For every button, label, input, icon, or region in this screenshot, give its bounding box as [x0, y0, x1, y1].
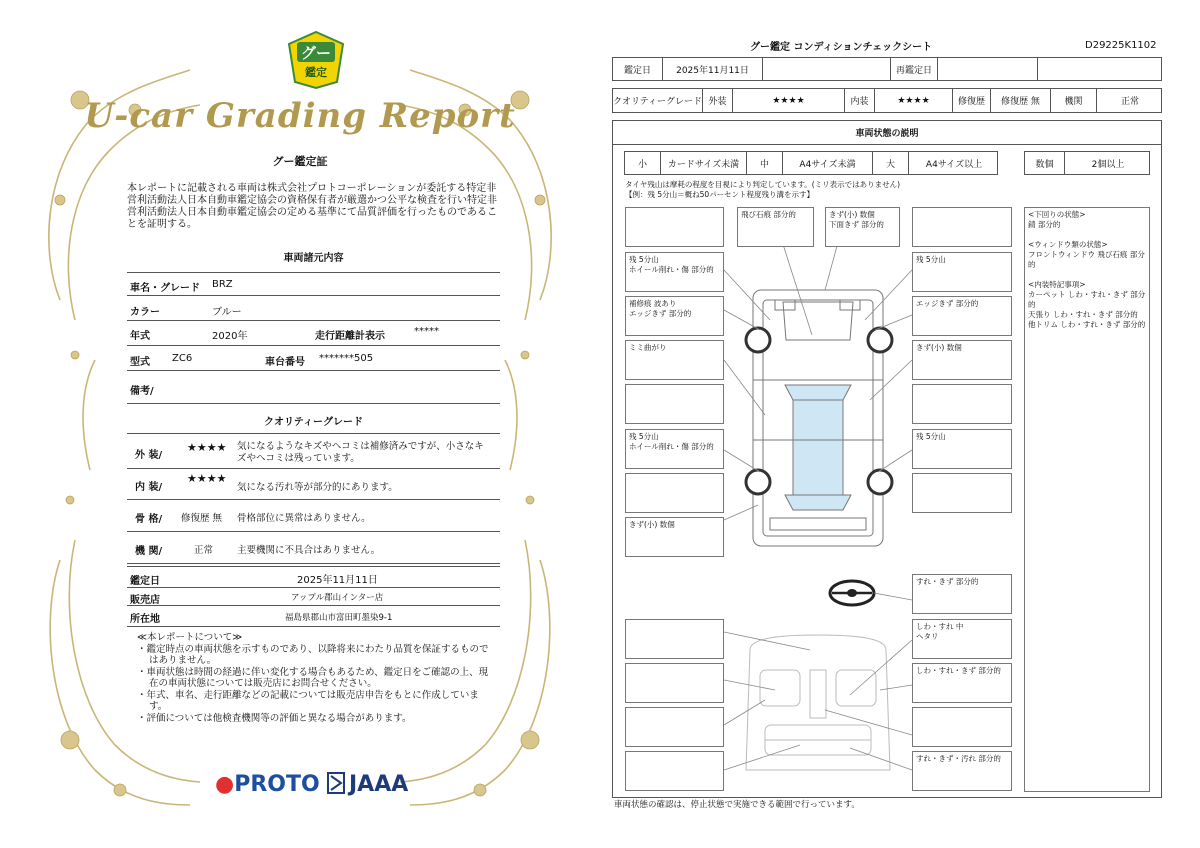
repair-value: 修復歴 無	[991, 89, 1051, 112]
side-note: <ウィンドウ類の状態>	[1028, 240, 1108, 249]
size-large-label: 大	[873, 152, 909, 174]
spec-row-model	[127, 346, 500, 371]
count-label: 数個	[1025, 152, 1065, 174]
report-notes	[137, 632, 497, 724]
interior-right-box: すれ・きず・汚れ 部分的	[912, 751, 1012, 791]
mileage-label: 走行距離計表示	[315, 331, 385, 342]
interior-left-box	[625, 707, 724, 747]
exterior-text: 気になるようなキズやヘコミは補修済みですが、小さなキズやヘコミは残っています。	[237, 441, 484, 464]
side-note: <内装特記事項>	[1028, 280, 1086, 289]
interior-right-box	[912, 707, 1012, 747]
proto-mark-icon: ●	[215, 772, 235, 797]
date-value: 2025年11月11日	[297, 575, 378, 586]
year-label: 年式	[130, 331, 150, 342]
note-item: ・年式、車名、走行距離などの記載については販売店申告をもとに作成しています。	[137, 689, 479, 712]
address-row	[127, 606, 500, 627]
quality-row-exterior	[127, 433, 500, 469]
sheet-title: グー鑑定 コンディションチェックシート	[750, 42, 933, 53]
condition-title: 車両状態の説明	[613, 121, 1161, 145]
left-box	[625, 384, 724, 424]
interior-text: 気になる汚れ等が部分的にあります。	[237, 482, 398, 493]
chassis-label: 車台番号	[265, 357, 305, 368]
side-note: フロントウィンドウ 飛び石痕 部分的	[1028, 250, 1145, 269]
size-mid-desc: A4サイズ未満	[783, 152, 873, 174]
note-item: ・評価については他検査機関等の評価と異なる場合があります。	[137, 712, 412, 724]
quality-row-frame	[127, 500, 500, 532]
exterior-label: 外 装/	[135, 450, 163, 461]
shop-row	[127, 588, 500, 606]
top-box-roof: きず(小) 数個 下面きず 部分的	[825, 207, 900, 247]
interior-label: 内装	[845, 89, 875, 112]
spec-row-remarks	[127, 371, 500, 404]
chassis-value: *******505	[319, 353, 374, 364]
shop-label: 販売店	[130, 595, 160, 606]
certificate-title: グー鑑定証	[272, 155, 328, 168]
condition-check-sheet	[600, 0, 1200, 848]
quality-row-interior	[127, 469, 500, 500]
frame-text: 骨格部位に異常はありません。	[237, 513, 371, 524]
left-box: 残 5分山 ホイール削れ・傷 部分的	[625, 429, 724, 469]
right-box: エッジきず 部分的	[912, 296, 1012, 336]
left-box: きず(小) 数個	[625, 517, 724, 557]
left-box	[625, 473, 724, 513]
color-value: ブルー	[212, 307, 242, 318]
engine-label: 機関	[1051, 89, 1097, 112]
address-value: 福島県郡山市富田町墨染9-1	[285, 613, 393, 623]
engine-label: 機 関/	[135, 546, 163, 557]
count-value: 2個以上	[1091, 159, 1125, 170]
note-item: ・車両状態は時間の経過に伴い変化する場合もあるため、鑑定日をご確認の上、現在の車両状態については販売店にお問合せください。	[137, 666, 489, 689]
script-title: U-car Grading Report	[84, 96, 516, 136]
engine-text: 主要機関に不具合はありません。	[237, 545, 381, 556]
note-item: ・鑑定時点の車両状態を示すものであり、以降将来にわたり品質を保証するものではありません。	[137, 643, 489, 666]
right-box: 残 5分山	[912, 252, 1012, 292]
side-note: 錆 部分的	[1028, 220, 1061, 229]
right-box: 残 5分山	[912, 429, 1012, 469]
exterior-label: 外装	[703, 89, 733, 112]
left-box	[625, 207, 724, 247]
engine-value: 正常	[194, 545, 214, 556]
right-box	[912, 473, 1012, 513]
interior-stars: ★★★★	[875, 89, 953, 112]
frame-value: 修復歴 無	[181, 513, 223, 524]
proto-logo-text: PROTO	[234, 772, 320, 797]
interior-left-box	[625, 751, 724, 791]
engine-value: 正常	[1120, 97, 1139, 107]
side-note-spacer	[1028, 230, 1146, 240]
reinspect-label: 再鑑定日	[891, 58, 938, 80]
interior-left-box	[625, 619, 724, 659]
date-label: 鑑定日	[613, 58, 663, 80]
year-value: 2020年	[212, 331, 248, 342]
quality-title: クオリティーグレード	[264, 417, 363, 428]
notes-title: ≪本レポートについて≫	[137, 632, 243, 643]
side-note: カーペット しわ・すれ・きず 部分的	[1028, 290, 1146, 309]
model-value: ZC6	[172, 353, 193, 364]
spec-row-year	[127, 321, 500, 346]
size-large-desc: A4サイズ以上	[925, 159, 983, 170]
address-label: 所在地	[130, 614, 160, 625]
interior-left-box	[625, 663, 724, 703]
right-box	[912, 384, 1012, 424]
tire-note-2: 【例：残 5分山＝概ね50パーセント程度残り溝を示す】	[625, 190, 815, 199]
interior-label: 内 装/	[135, 482, 163, 493]
side-note: 他トリム しわ・すれ・きず 部分的	[1028, 320, 1146, 329]
exterior-stars: ★★★★	[733, 89, 845, 112]
side-note-spacer	[1028, 270, 1146, 280]
color-label: カラー	[130, 307, 160, 318]
steering-wheel-icon	[830, 581, 874, 605]
right-box: きず(小) 数個	[912, 340, 1012, 380]
grade-label: クオリティーグレード	[613, 89, 703, 112]
quality-row-engine	[127, 532, 500, 564]
jaaa-mark-icon	[326, 771, 346, 795]
interior-right-box: しわ・すれ・きず 部分的	[912, 663, 1012, 703]
left-box: ミミ曲がり	[625, 340, 724, 380]
size-small-desc: カードサイズ未満	[661, 152, 747, 174]
model-label: 型式	[130, 357, 150, 368]
goo-kantei-badge-icon	[285, 30, 347, 90]
top-box-front: 飛び石痕 部分的	[737, 207, 814, 247]
side-note: <下回りの状態>	[1028, 210, 1086, 219]
left-box: 残 5分山 ホイール削れ・傷 部分的	[625, 252, 724, 292]
badge-text: グー	[300, 44, 332, 62]
size-small-label: 小	[625, 152, 661, 174]
sheet-id: D29225K1102	[1085, 40, 1157, 51]
footer-note: 車両状態の確認は、停止状態で実施できる範囲で行っています。	[614, 800, 860, 810]
exterior-stars: ★★★★	[187, 441, 227, 454]
left-box: 補修痕 波あり エッジきず 部分的	[625, 296, 724, 336]
certificate-text: 本レポートに記載される車両は株式会社プロトコーポレーションが委託する特定非営利活動法人日本自動車鑑定協会の資格保有者が厳選かつ公平な検査を行い特定非営利活動法人日本自動車鑑定協会の定める基準にて品質評価を行ったものであることを証明する。	[127, 183, 497, 230]
date-row	[127, 566, 500, 588]
name-value: BRZ	[212, 279, 233, 290]
shop-value: アップル郡山インター店	[291, 593, 384, 603]
proto-logo	[215, 772, 320, 797]
mileage-value: *****	[414, 326, 439, 337]
interior-right-box: すれ・きず 部分的	[912, 574, 1012, 614]
tire-note-1: タイヤ残山は摩耗の程度を目視により判定しています。(ミリ表示ではありません)	[625, 180, 901, 189]
size-mid-label: 中	[747, 152, 783, 174]
spec-title: 車両諸元内容	[283, 253, 344, 264]
frame-label: 骨 格/	[135, 514, 163, 525]
interior-stars: ★★★★	[187, 472, 227, 485]
right-box	[912, 207, 1012, 247]
side-note: 天張り しわ・すれ・きず 部分的	[1028, 310, 1138, 319]
name-label: 車名・グレード	[130, 283, 200, 294]
side-notes-panel	[1024, 207, 1150, 792]
date-label: 鑑定日	[130, 576, 160, 587]
interior-right-box: しわ・すれ 中 ヘタリ	[912, 619, 1012, 659]
repair-label: 修復歴	[953, 89, 991, 112]
jaaa-logo-text: JAAA	[349, 772, 409, 797]
spec-row-name	[127, 272, 500, 296]
spec-row-color	[127, 296, 500, 321]
date-value: 2025年11月11日	[663, 58, 763, 80]
remarks-label: 備考/	[130, 386, 154, 397]
badge-sub-text: 鑑定	[305, 66, 327, 79]
